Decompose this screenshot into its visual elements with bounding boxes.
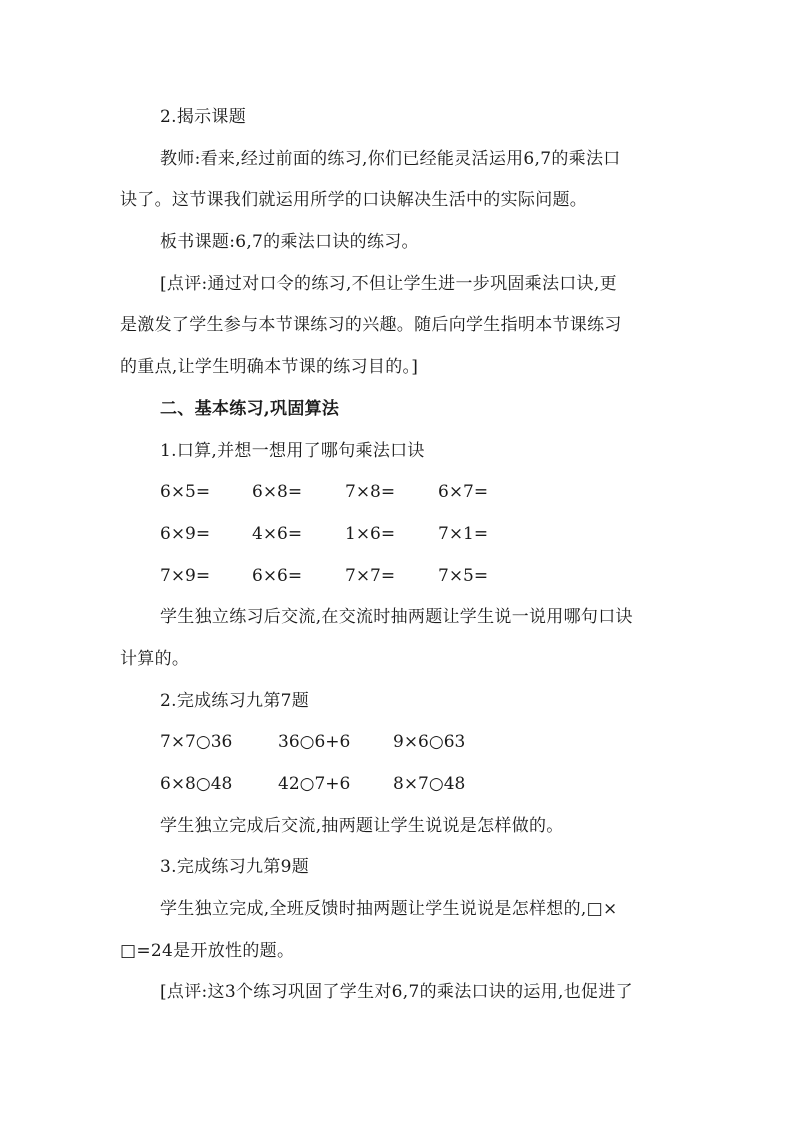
math-item: 6×8= bbox=[252, 482, 303, 502]
paragraph-line: 学生独立练习后交流,在交流时抽两题让学生说一说用哪句口诀 bbox=[160, 607, 633, 627]
compare-item: 6×8○48 bbox=[160, 774, 233, 794]
paragraph-line: 板书课题:6,7的乘法口诀的练习。 bbox=[160, 232, 419, 252]
compare-item: 7×7○36 bbox=[160, 732, 233, 752]
math-item: 1×6= bbox=[345, 524, 396, 544]
compare-item: 9×6○63 bbox=[393, 732, 466, 752]
paragraph-line: 诀了。这节课我们就运用所学的口诀解决生活中的实际问题。 bbox=[120, 190, 588, 210]
comment-line: 的重点,让学生明确本节课的练习目的。] bbox=[120, 357, 419, 377]
comment-line: [点评:这3个练习巩固了学生对6,7的乘法口诀的运用,也促进了 bbox=[160, 982, 633, 1002]
math-item: 7×9= bbox=[160, 566, 211, 586]
math-item: 4×6= bbox=[252, 524, 303, 544]
compare-item: 8×7○48 bbox=[393, 774, 466, 794]
compare-item: 42○7+6 bbox=[278, 774, 351, 794]
math-item: 7×7= bbox=[345, 566, 396, 586]
comment-line: 是激发了学生参与本节课练习的兴趣。随后向学生指明本节课练习 bbox=[120, 315, 622, 335]
paragraph-line: 教师:看来,经过前面的练习,你们已经能灵活运用6,7的乘法口 bbox=[160, 149, 621, 169]
exercise-title: 2.完成练习九第7题 bbox=[160, 691, 310, 711]
math-item: 6×6= bbox=[252, 566, 303, 586]
paragraph-line: 学生独立完成后交流,抽两题让学生说说是怎样做的。 bbox=[160, 816, 564, 836]
exercise-title: 3.完成练习九第9题 bbox=[160, 857, 310, 877]
comment-line: [点评:通过对口令的练习,不但让学生进一步巩固乘法口诀,更 bbox=[160, 274, 617, 294]
section-item-reveal-topic: 2.揭示课题 bbox=[160, 107, 247, 127]
exercise-title: 1.口算,并想一想用了哪句乘法口诀 bbox=[160, 441, 425, 461]
math-item: 7×1= bbox=[438, 524, 489, 544]
math-item: 7×5= bbox=[438, 566, 489, 586]
math-item: 6×7= bbox=[438, 482, 489, 502]
section-heading: 二、基本练习,巩固算法 bbox=[160, 399, 340, 419]
math-item: 6×9= bbox=[160, 524, 211, 544]
paragraph-line: □=24是开放性的题。 bbox=[120, 941, 295, 961]
paragraph-line: 计算的。 bbox=[120, 649, 190, 669]
math-item: 6×5= bbox=[160, 482, 211, 502]
compare-item: 36○6+6 bbox=[278, 732, 351, 752]
math-item: 7×8= bbox=[345, 482, 396, 502]
paragraph-line: 学生独立完成,全班反馈时抽两题让学生说说是怎样想的,□× bbox=[160, 899, 618, 919]
